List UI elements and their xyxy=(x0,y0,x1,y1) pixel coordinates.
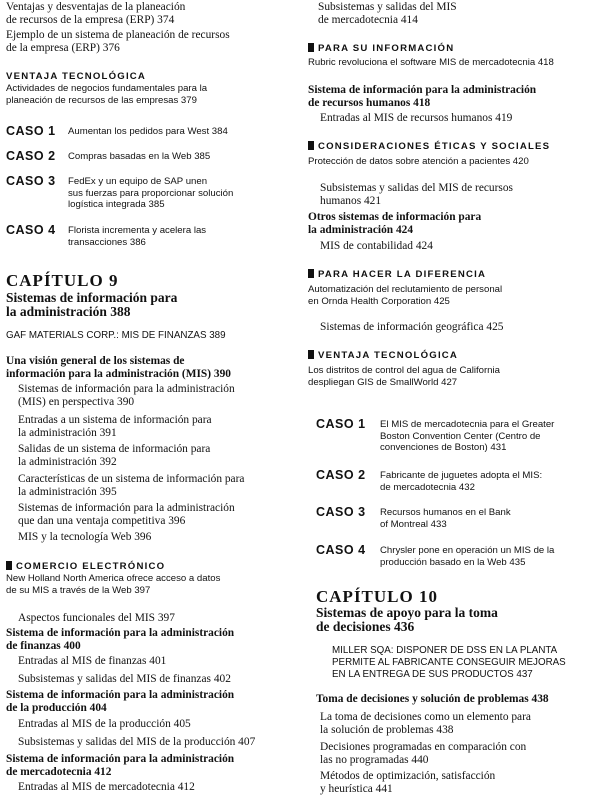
subsection-entry: Sistemas de información geográfica 425 xyxy=(320,321,504,333)
case-text: El MIS de mercadotecnia para el Greater Boston Convention Center (Centro de convenciones de Boston) 431 xyxy=(380,419,555,453)
chapter-feature: GAF MATERIALS CORP.: MIS DE FINANZAS 389 xyxy=(6,330,226,341)
subsection-entry: Subsistemas y salidas del MIS de finanzas 402 xyxy=(18,673,231,685)
chapter-number: CAPÍTULO 9 xyxy=(6,271,119,290)
box-heading-label: CONSIDERACIONES ÉTICAS Y SOCIALES xyxy=(318,141,551,152)
box-heading-label: VENTAJA TECNOLÓGICA xyxy=(318,350,459,361)
case-label: CASO 2 xyxy=(6,149,56,163)
case-text: Florista incrementa y acelera las transacciones 386 xyxy=(68,225,207,248)
case-text: Compras basadas en la Web 385 xyxy=(68,151,211,162)
box-text: Rubric revoluciona el software MIS de mercadotecnia 418 xyxy=(308,57,554,68)
chapter-title: Sistemas de apoyo para la toma de decisiones 436 xyxy=(316,605,498,634)
subsection-entry: Subsistemas y salidas del MIS de mercadotecnia 414 xyxy=(318,1,457,26)
subsection-entry: Entradas al MIS de recursos humanos 419 xyxy=(320,112,513,124)
case-label: CASO 1 xyxy=(316,417,366,431)
case-label: CASO 2 xyxy=(316,468,366,482)
subsection-entry: MIS y la tecnología Web 396 xyxy=(18,531,152,543)
case-text: FedEx y un equipo de SAP unen sus fuerzas para proporcionar solución logística integrada 385 xyxy=(68,176,234,210)
box-heading xyxy=(308,349,458,362)
box-heading xyxy=(308,42,454,55)
subsection-entry: Decisiones programadas en comparación con las no programadas 440 xyxy=(320,741,527,766)
case-label: CASO 3 xyxy=(6,174,56,188)
box-heading xyxy=(6,560,165,573)
box-text: New Holland North America ofrece acceso a datos de su MIS a través de la Web 397 xyxy=(6,573,221,596)
box-heading xyxy=(308,268,486,281)
section-heading: Sistema de información para la administración de recursos humanos 418 xyxy=(308,84,537,109)
subsection-entry: Sistemas de información para la administración (MIS) en perspectiva 390 xyxy=(18,383,235,408)
section-heading: Sistema de información para la administración de finanzas 400 xyxy=(6,627,235,652)
subsection-entry: Entradas al MIS de finanzas 401 xyxy=(18,655,167,667)
subsection-entry: La toma de decisiones como un elemento para la solución de problemas 438 xyxy=(320,711,531,736)
case-text: Recursos humanos en el Bank of Montreal 433 xyxy=(380,507,511,530)
subsection-entry: Características de un sistema de información para la administración 395 xyxy=(18,473,245,498)
box-heading xyxy=(6,70,146,83)
toc-entry: Ejemplo de un sistema de planeación de recursos de la empresa (ERP) 376 xyxy=(6,29,230,54)
case-text: Fabricante de juguetes adopta el MIS: de mercadotecnia 432 xyxy=(380,470,543,493)
section-heading: Otros sistemas de información para la administración 424 xyxy=(308,211,482,236)
box-marker-icon xyxy=(308,350,314,359)
subsection-entry: Aspectos funcionales del MIS 397 xyxy=(18,612,175,624)
case-label: CASO 3 xyxy=(316,505,366,519)
section-heading: Una visión general de los sistemas de información para la administración (MIS) 390 xyxy=(6,355,231,380)
box-heading-label: PARA SU INFORMACIÓN xyxy=(318,43,455,54)
box-marker-icon xyxy=(308,43,314,52)
box-text: Protección de datos sobre atención a pacientes 420 xyxy=(308,156,529,167)
section-heading: Sistema de información para la administración de mercadotecnia 412 xyxy=(6,753,235,778)
chapter-number: CAPÍTULO 10 xyxy=(316,587,438,606)
subsection-entry: Entradas al MIS de mercadotecnia 412 xyxy=(18,781,195,793)
toc-entry: Ventajas y desventajas de la planeación de recursos de la empresa (ERP) 374 xyxy=(6,1,186,26)
chapter-title: Sistemas de información para la administración 388 xyxy=(6,290,178,319)
box-marker-icon xyxy=(6,561,12,570)
subsection-entry: Salidas de un sistema de información para la administración 392 xyxy=(18,443,211,468)
chapter-feature: MILLER SQA: DISPONER DE DSS EN LA PLANTA PERMITE AL FABRICANTE CONSEGUIR MEJORAS EN LA ENTREGA DE SUS PRODUCTOS 437 xyxy=(332,645,566,680)
box-text: Los distritos de control del agua de California despliegan GIS de SmallWorld 427 xyxy=(308,365,500,388)
box-heading xyxy=(308,140,550,153)
box-heading-label: PARA HACER LA DIFERENCIA xyxy=(318,269,487,280)
box-heading-label: VENTAJA TECNOLÓGICA xyxy=(6,71,147,82)
box-text: Actividades de negocios fundamentales para la planeación de recursos de las empresas 379 xyxy=(6,83,208,106)
subsection-entry: Entradas al MIS de la producción 405 xyxy=(18,718,191,730)
subsection-entry: Subsistemas y salidas del MIS de la producción 407 xyxy=(18,736,256,748)
subsection-entry: MIS de contabilidad 424 xyxy=(320,240,433,252)
section-heading: Toma de decisiones y solución de problemas 438 xyxy=(316,693,549,705)
case-label: CASO 1 xyxy=(6,124,56,138)
case-text: Chrysler pone en operación un MIS de la producción basado en la Web 435 xyxy=(380,545,555,568)
section-heading: Sistema de información para la administración de la producción 404 xyxy=(6,689,235,714)
box-marker-icon xyxy=(308,269,314,278)
subsection-entry: Subsistemas y salidas del MIS de recursos humanos 421 xyxy=(320,182,513,207)
subsection-entry: Sistemas de información para la administración que dan una ventaja competitiva 396 xyxy=(18,502,235,527)
case-text: Aumentan los pedidos para West 384 xyxy=(68,126,228,137)
box-text: Automatización del reclutamiento de personal en Ornda Health Corporation 425 xyxy=(308,284,503,307)
box-marker-icon xyxy=(308,141,314,150)
box-heading-label: COMERCIO ELECTRÓNICO xyxy=(16,561,166,572)
case-label: CASO 4 xyxy=(6,223,56,237)
subsection-entry: Métodos de optimización, satisfacción y heurística 441 xyxy=(320,770,496,795)
case-label: CASO 4 xyxy=(316,543,366,557)
subsection-entry: Entradas a un sistema de información para la administración 391 xyxy=(18,414,212,439)
